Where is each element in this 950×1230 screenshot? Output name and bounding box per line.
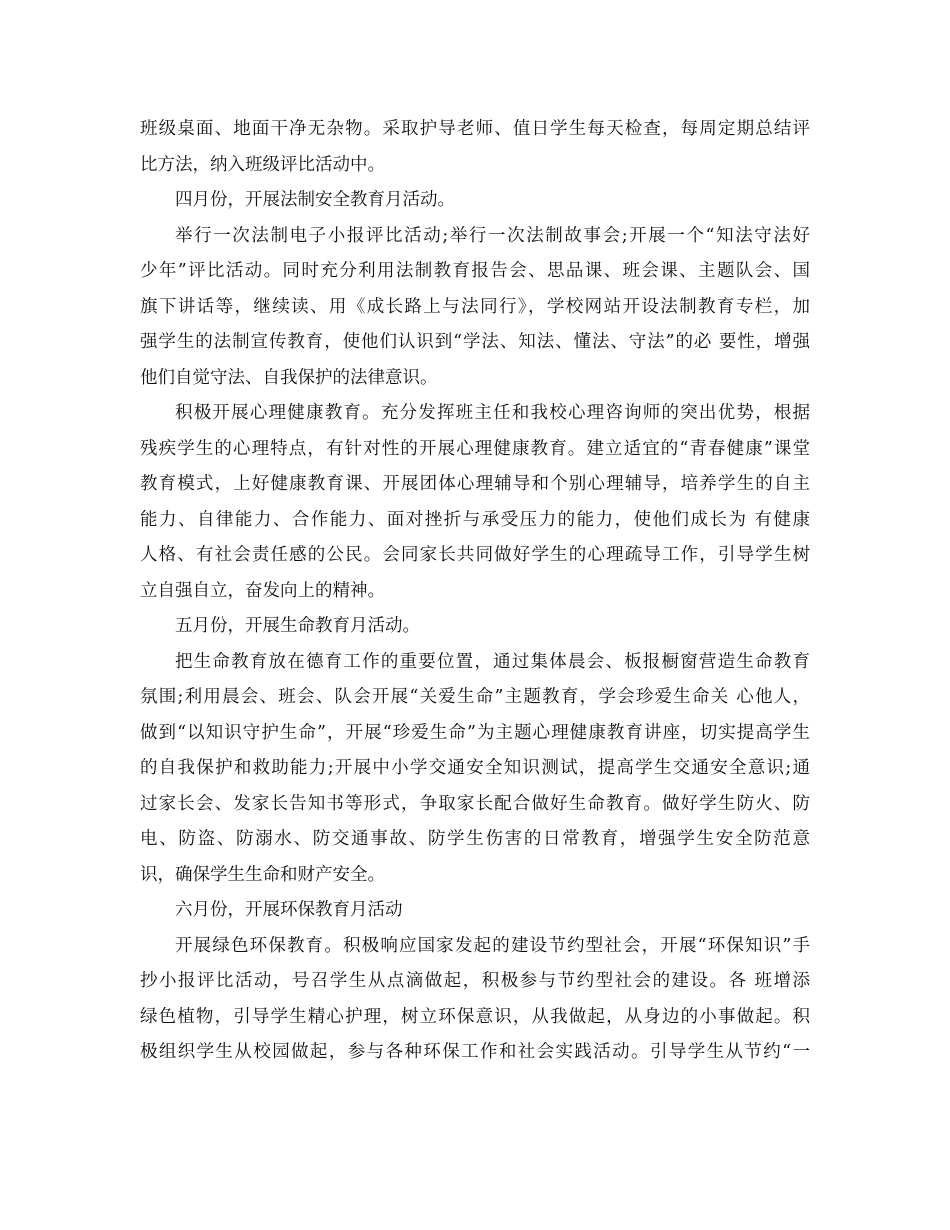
- text-line: 举行一次法制电子小报评比活动;举行一次法制故事会;开展一个“知法守法好: [175, 225, 810, 246]
- text-line: 识，确保学生生命和财产安全。: [140, 864, 385, 885]
- text-line: 比方法，纳入班级评比活动中。: [140, 154, 385, 175]
- text-line: 少年”评比活动。同时充分利用法制教育报告会、思品课、班会课、主题队会、国: [140, 261, 810, 281]
- text-line: 人格、有社会责任感的公民。会同家长共同做好学生的心理疏导工作，引导学生树: [140, 545, 810, 565]
- text-line: 教育模式，上好健康教育课、开展团体心理辅导和个别心理辅导，培养学生的自主: [140, 474, 810, 494]
- text-line: 六月份，开展环保教育月活动: [175, 900, 403, 920]
- text-line: 五月份，开展生命教育月活动。: [175, 616, 420, 636]
- text-line: 极组织学生从校园做起，参与各种环保工作和社会实践活动。引导学生从节约“一: [140, 1042, 810, 1062]
- text-line: 积极开展心理健康教育。充分发挥班主任和我校心理咨询师的突出优势，根据: [175, 403, 810, 423]
- document-body: [140, 112, 810, 1071]
- text-line: 班级桌面、地面干净无杂物。采取护导老师、值日学生每天检查，每周定期总结评: [140, 119, 810, 139]
- text-line: 四月份，开展法制安全教育月活动。: [175, 190, 455, 210]
- text-line: 氛围;利用晨会、班会、队会开展“关爱生命”主题教育，学会珍爱生命关 心他人，: [140, 687, 810, 707]
- text-line: 绿色植物，引导学生精心护理，树立环保意识，从我做起，从身边的小事做起。积: [140, 1006, 810, 1027]
- text-line: 他们自觉守法、自我保护的法律意识。: [140, 367, 438, 388]
- text-line: 强学生的法制宣传教育，使他们认识到“学法、知法、懂法、守法”的必 要性，增强: [140, 332, 810, 352]
- text-line: 把生命教育放在德育工作的重要位置，通过集体晨会、板报橱窗营造生命教育: [175, 651, 810, 672]
- text-line: 做到“以知识守护生命”，开展“珍爱生命”为主题心理健康教育讲座，切实提高学生: [140, 722, 810, 743]
- text-line: 的自我保护和救助能力;开展中小学交通安全知识测试，提高学生交通安全意识;通: [140, 758, 810, 778]
- text-line: 残疾学生的心理特点，有针对性的开展心理健康教育。建立适宜的“青春健康”课堂: [140, 438, 810, 459]
- text-line: 立自强自立，奋发向上的精神。: [140, 580, 385, 601]
- text-line: 电、防盗、防溺水、防交通事故、防学生伤害的日常教育，增强学生安全防范意: [140, 829, 810, 849]
- text-line: 抄小报评比活动，号召学生从点滴做起，积极参与节约型社会的建设。各 班增添: [140, 971, 810, 991]
- text-line: 过家长会、发家长告知书等形式，争取家长配合做好生命教育。做好学生防火、防: [140, 793, 810, 814]
- text-line: 旗下讲话等，继续读、用《成长路上与法同行》，学校网站开设法制教育专栏，加: [140, 296, 810, 317]
- text-line: 开展绿色环保教育。积极响应国家发起的建设节约型社会，开展“环保知识”手: [175, 935, 810, 956]
- text-line: 能力、自律能力、合作能力、面对挫折与承受压力的能力，使他们成长为 有健康: [140, 509, 810, 530]
